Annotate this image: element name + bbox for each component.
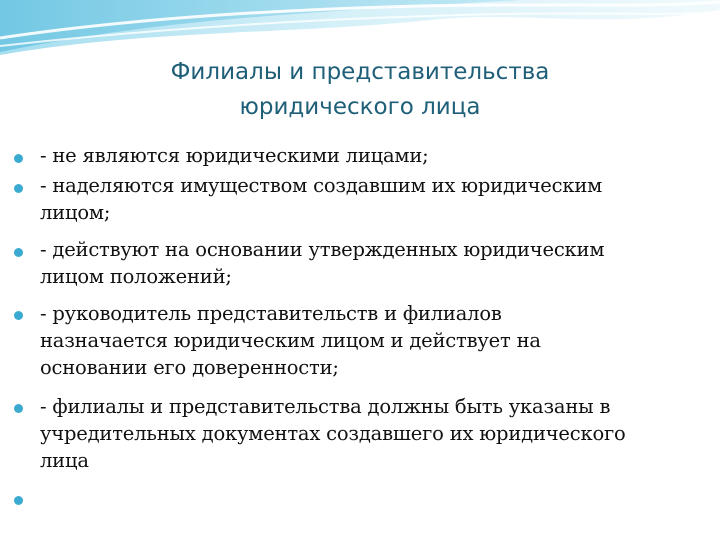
bullet-item-4 [40,300,700,381]
bullet-line: - наделяются имуществом создавшим их юридическим [40,174,603,197]
bullet-dot [14,311,23,320]
bullet-item-5 [40,393,700,474]
bullet-dot [14,404,23,413]
bullet-item-1 [40,142,700,169]
bullet-line: лицом; [40,201,111,224]
bullet-line: - действуют на основании утвержденных юридическим [40,238,605,261]
bullet-line: лицом положений; [40,265,232,288]
bullet-line: назначается юридическим лицом и действует на [40,329,541,352]
bullet-item-2 [40,172,700,226]
bullet-dot-empty [14,496,23,505]
slide-title-line-2: юридического лица [239,94,481,120]
bullet-line: - филиалы и представительства должны быть указаны в [40,395,611,418]
bullet-line: лица [40,449,89,472]
bullet-dot [14,184,23,193]
bullet-dot [14,154,23,163]
bullet-line: - руководитель представительств и филиалов [40,302,502,325]
bullet-item-3 [40,236,700,290]
bullet-dot [14,248,23,257]
bullet-line: - не являются юридическими лицами; [40,144,429,167]
slide-title-line-1: Филиалы и представительства [170,59,550,85]
bullet-line: учредительных документах создавшего их юридического [40,422,626,445]
bullet-line: основании его доверенности; [40,356,339,379]
